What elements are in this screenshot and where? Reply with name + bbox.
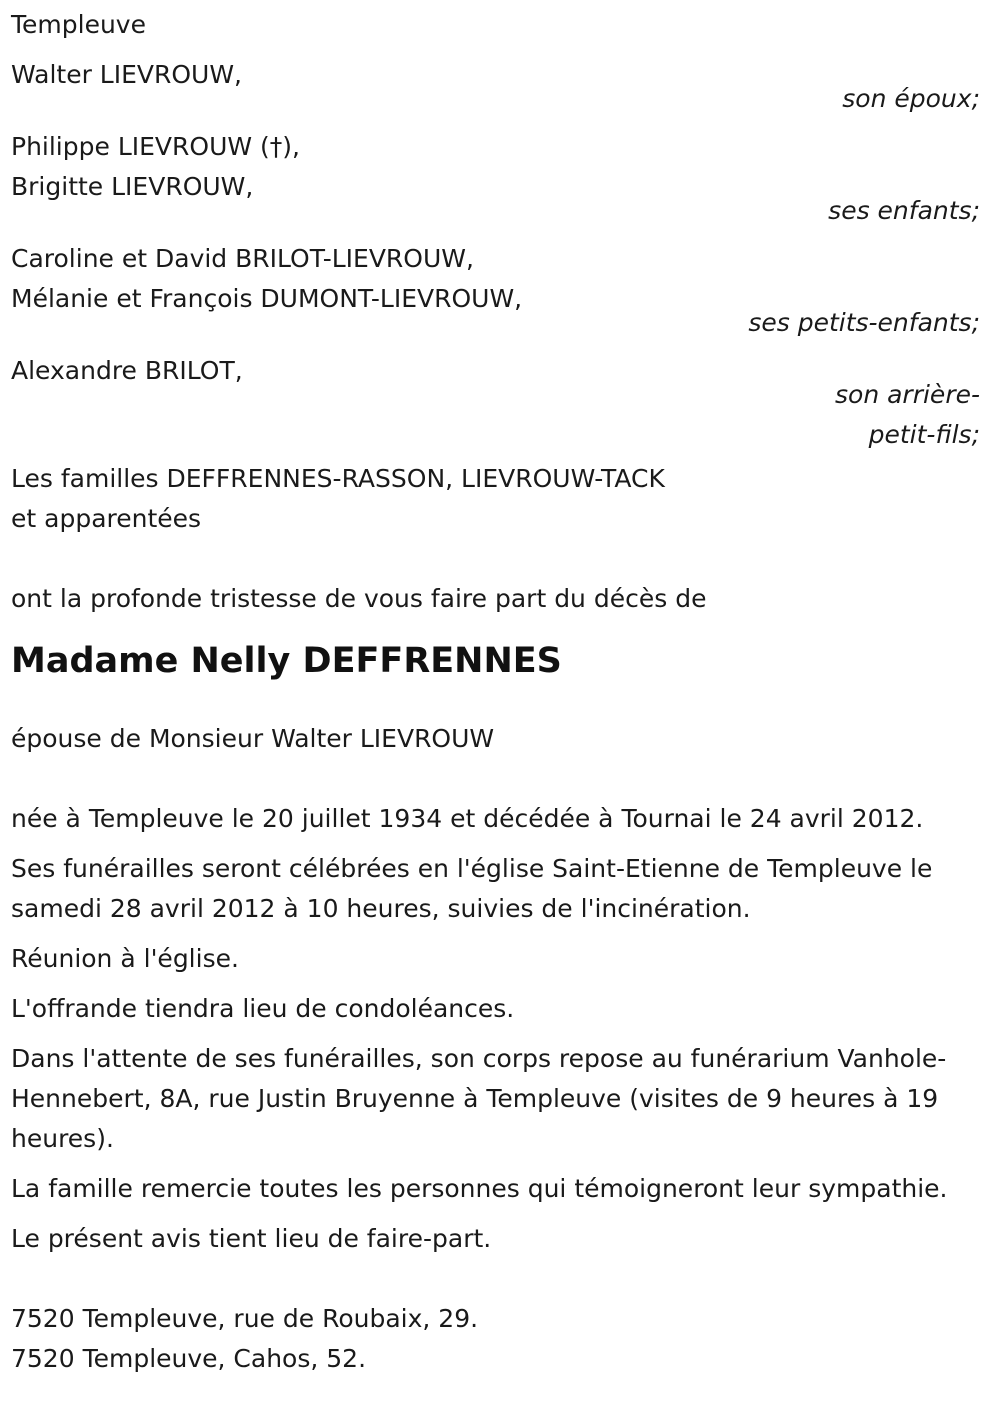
relation-text: petit-fils; [868, 420, 980, 449]
address-line: 7520 Templeuve, rue de Roubaix, 29. [11, 1304, 479, 1333]
relation-text: son arrière- [835, 380, 980, 409]
spacer [11, 539, 980, 579]
family-name: Caroline et David BRILOT-LIEVROUW, [11, 244, 474, 273]
addresses [11, 1299, 980, 1379]
spacer [11, 1269, 980, 1299]
family-name: Mélanie et François DUMONT-LIEVROUW, [11, 284, 523, 313]
detail-paragraph: La famille remercie toutes les personnes qui témoigneront leur sympathie. [11, 1174, 948, 1203]
family-name: Brigitte LIEVROUW, [11, 172, 254, 201]
relation-text: ses enfants; [828, 196, 980, 225]
detail-paragraph: Dans l'attente de ses funérailles, son corps repose au funérarium Vanhole-Hennebert, 8A, rue Justin Bruyenne à Templeuve (visites de 9 heures à 19 heures). [11, 1044, 947, 1153]
family-name: Philippe LIEVROUW (†), [11, 132, 300, 161]
extended-family-line: Les familles DEFFRENNES-RASSON, LIEVROUW-TACK [11, 464, 665, 493]
detail-paragraph: L'offrande tiendra lieu de condoléances. [11, 994, 515, 1023]
spouse-line: épouse de Monsieur Walter LIEVROUW [11, 724, 495, 753]
family-group-great-grandchild [11, 351, 980, 455]
relation-text: son époux; [842, 84, 980, 113]
relation-text: ses petits-enfants; [748, 308, 980, 337]
detail-paragraph: Réunion à l'église. [11, 944, 239, 973]
family-group-grandchildren [11, 239, 980, 343]
extended-family [11, 459, 980, 539]
announcement-text: ont la profonde tristesse de vous faire part du décès de [11, 584, 707, 613]
extended-family-line: et apparentées [11, 504, 202, 533]
family-name: Walter LIEVROUW, [11, 60, 243, 89]
town-heading: Templeuve [11, 10, 146, 39]
deceased-name: Madame Nelly DEFFRENNES [11, 641, 562, 681]
details [11, 799, 980, 1259]
detail-paragraph: Ses funérailles seront célébrées en l'église Saint-Etienne de Templeuve le samedi 28 avril 2012 à 10 heures, suivies de l'incinération. [11, 854, 933, 923]
family-name: Alexandre BRILOT, [11, 356, 243, 385]
family-group-spouse [11, 55, 980, 119]
spacer [11, 759, 980, 799]
detail-paragraph: Le présent avis tient lieu de faire-part. [11, 1224, 492, 1253]
address-line: 7520 Templeuve, Cahos, 52. [11, 1344, 367, 1373]
detail-paragraph: née à Templeuve le 20 juillet 1934 et décédée à Tournai le 24 avril 2012. [11, 804, 924, 833]
family-group-children [11, 127, 980, 231]
